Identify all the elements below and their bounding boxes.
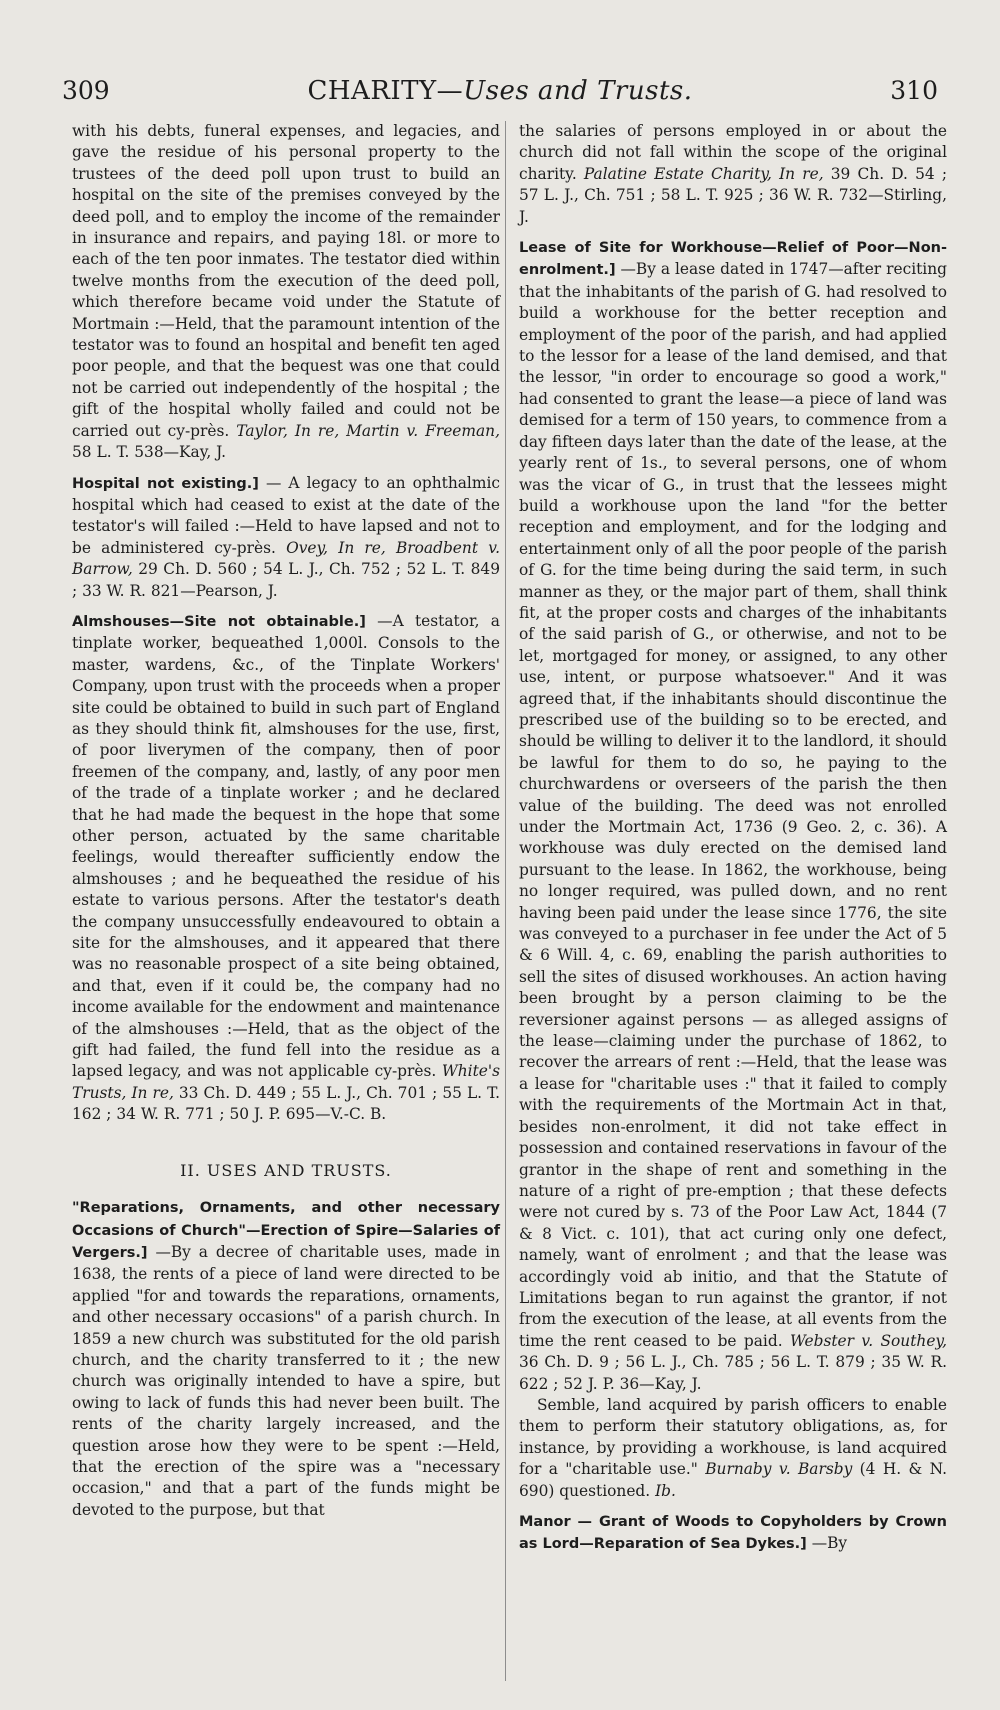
left-column — [72, 121, 500, 1521]
case-citation: Taylor, In re, Martin v. Freeman, — [236, 421, 500, 440]
paragraph-lease-workhouse — [519, 237, 947, 1395]
paragraph-heading: Manor — Grant of Woods to Copyholders by Crown as Lord—Reparation of Sea Dykes.] — [519, 1514, 947, 1553]
page-number-left: 309 — [62, 76, 110, 105]
paragraph-text: —By — [811, 1534, 848, 1553]
paragraph-heading: Hospital not existing.] — [72, 475, 259, 492]
report-reference: 58 L. T. 538—Kay, J. — [72, 443, 227, 462]
paragraph-heading: Lease of Site for Workhouse—Relief of Poor—Non-enrolment.] — [519, 240, 947, 279]
report-reference: 39 Ch. D. 54 ; 57 L. J., Ch. 751 ; 58 L. T. 925 ; 36 W. R. 732—Stirling, J. — [519, 164, 948, 226]
running-title — [62, 76, 938, 106]
paragraph-heading: "Reparations, Ornaments, and other necessary Occasions of Church"—Erection of Spire—Salaries of Vergers.] — [72, 1200, 500, 1261]
paragraph-text: —By a lease dated in 1747—after reciting that the inhabitants of the parish of G. had resolved to build a workhouse for the better reception and employment of the poor of the parish, and had applied to the lessor for a lease of the land demised, and that the lessor, "in order to encourage so good a work," had consented to grant the lease—a piece of land was demised for a term of 150 years, to commence from a day fifteen days later than the date of the lease, at the yearly rent of 1s., to several persons, one of whom was the vicar of G., in trust that the lessees might build a workhouse upon the land "for the better reception and employment, and for the lodging and entertainment only of all the poor people of the parish of G. for the time being during the said term, in such manner as they, or the major part of them, shall think fit, at the proper costs and charges of the inhabitants of the said parish of G., or otherwise, and not to be let, mortgaged for money, or assigned, to any other use, intent, or purpose whatsoever." And it was agreed that, if the inhabitants should discontinue the prescribed use of the building so to be erected, and should be willing to deliver it to the landlord, it should be lawful for them to do so, he paying to the churchwardens or overseers of the parish the then value of the building. The deed was not enrolled under the Mortmain Act, 1736 (9 Geo. 2, c. 36). A workhouse was duly erected on the demised land pursuant to the lease. In 1862, the workhouse, being no longer required, was pulled down, and no rent having been paid under the lease since 1776, the site was conveyed to a purchaser in fee under the Act of 5 & 6 Will. 4, c. 69, enabling the parish authorities to sell the sites of disused workhouses. An action having been brought by a person claiming to be the reversioner against persons — as alleged assigns of the lease—claiming under the purchase of 1862, to recover the arrears of rent :—Held, that the lease was a lease for "charitable uses :" that it failed to comply with the requirements of the Mortmain Act in that, besides non-enrolment, it did not take effect in possession and contained reservations in favour of the grantor in the shape of rent and something in the nature of a right of pre-emption ; that these defects were not cured by s. 73 of the Poor Law Act, 1844 (7 & 8 Vict. c. 101), that act curing only one defect, namely, want of enrolment ; and that the lease was accordingly void ab initio, and that the Statute of Limitations began to run against the grantor, if not from the execution of the lease, at all events from the time the rent ceased to be paid. — [519, 260, 947, 1350]
paragraph-text: the salaries of persons employed in or about the church did not fall within the scope of the original charity. — [519, 122, 947, 183]
paragraph-taylor — [72, 121, 500, 464]
paragraph-hospital-not-existing — [72, 473, 500, 602]
case-citation: Ovey, In re, Broadbent v. Barrow, — [72, 538, 500, 579]
running-header — [62, 76, 938, 116]
case-citation: Webster v. Southey, — [789, 1331, 947, 1350]
ibid-reference: Ib. — [655, 1481, 676, 1500]
paragraph-heading: Almshouses—Site not obtainable.] — [72, 613, 366, 630]
report-reference: 33 Ch. D. 449 ; 55 L. J., Ch. 701 ; 55 L. T. 162 ; 34 W. R. 771 ; 50 J. P. 695—V.-C. B. — [72, 1083, 500, 1124]
case-citation: White's Trusts, In re, — [72, 1062, 500, 1102]
paragraph-palatine — [519, 121, 947, 228]
report-reference: 36 Ch. D. 9 ; 56 L. J., Ch. 785 ; 56 L. T. 879 ; 35 W. R. 622 ; 52 J. P. 36—Kay, J. — [519, 1353, 947, 1393]
paragraph-text: — A legacy to an ophthalmic hospital which had ceased to exist at the date of the testator's will failed :—Held to have lapsed and not to be administered cy-près. — [72, 473, 500, 557]
running-title-sub: Uses and Trusts. — [463, 76, 693, 106]
paragraph-text: —By a decree of charitable uses, made in 1638, the rents of a piece of land were directed to be applied "for and towards the reparations, ornaments, and other necessary occasions" of a parish church. In 1859 a new church was substituted for the old parish church, and the charity transferred to it ; the new church was originally intended to have a spire, but owing to lack of funds this had never been built. The rents of the charity largely increased, and the question arose how they were to be spent :—Held, that the erection of the spire was a "necessary occasion," and that a part of the funds might be devoted to the purpose, but that — [72, 1242, 500, 1519]
paragraph-text: Semble, land acquired by parish officers to enable them to perform their statutory obligations, as, for instance, by providing a workhouse, is land acquired for a "charitable use." — [519, 1395, 947, 1479]
paragraph-almshouses — [72, 611, 500, 1126]
case-citation: Burnaby v. Barsby — [705, 1460, 853, 1479]
right-column — [519, 121, 947, 1556]
report-reference: 29 Ch. D. 560 ; 54 L. J., Ch. 752 ; 52 L. T. 849 ; 33 W. R. 821—Pearson, J. — [72, 560, 500, 600]
case-citation: Palatine Estate Charity, In re, — [583, 164, 824, 183]
paragraph-manor — [519, 1511, 947, 1556]
paragraph-reparations — [72, 1197, 500, 1521]
page-number-right: 310 — [890, 76, 938, 105]
running-title-main: CHARITY— — [307, 76, 464, 106]
section-heading: II. USES AND TRUSTS. — [180, 1160, 392, 1180]
paragraph-text: with his debts, funeral expenses, and legacies, and gave the residue of his personal property to the trustees of the deed poll upon trust to build an hospital on the site of the premises conveyed by the deed poll, and to employ the income of the remainder in insurance and repairs, and paying 18l. or more to each of the ten poor inmates. The testator died within twelve months from the execution of the deed poll, which therefore became void under the Statute of Mortmain :—Held, that the paramount intention of the testator was to found an hospital and benefit ten aged poor people, and that the bequest was one that could not be carried out independently of the hospital ; the gift of the hospital wholly failed and could not be carried out cy-près. — [72, 122, 500, 440]
column-divider — [505, 121, 506, 1681]
report-reference: (4 H. & N. 690) questioned. — [519, 1460, 947, 1500]
paragraph-semble — [519, 1395, 947, 1502]
paragraph-text: —A testator, a tinplate worker, bequeathed 1,000l. Consols to the master, wardens, &c., of the Tinplate Workers' Company, upon trust with the proceeds when a proper site could be obtained to build in such part of England as they should think fit, almshouses for the use, first, of poor liverymen of the company, then of poor freemen of the company, and, lastly, of any poor men of the trade of a tinplate worker ; and he declared that he had made the bequest in the hope that some other person, actuated by the same charitable feelings, would thereafter sufficiently endow the almshouses ; and he bequeathed the residue of his estate to various persons. After the testator's death the company unsuccessfully endeavoured to obtain a site for the almshouses, and it appeared that there was no reasonable prospect of a site being obtained, and that, even if it could be, the company had no income available for the endowment and maintenance of the almshouses :—Held, that as the object of the gift had failed, the fund fell into the residue as a lapsed legacy, and was not applicable cy-près. — [72, 611, 500, 1081]
